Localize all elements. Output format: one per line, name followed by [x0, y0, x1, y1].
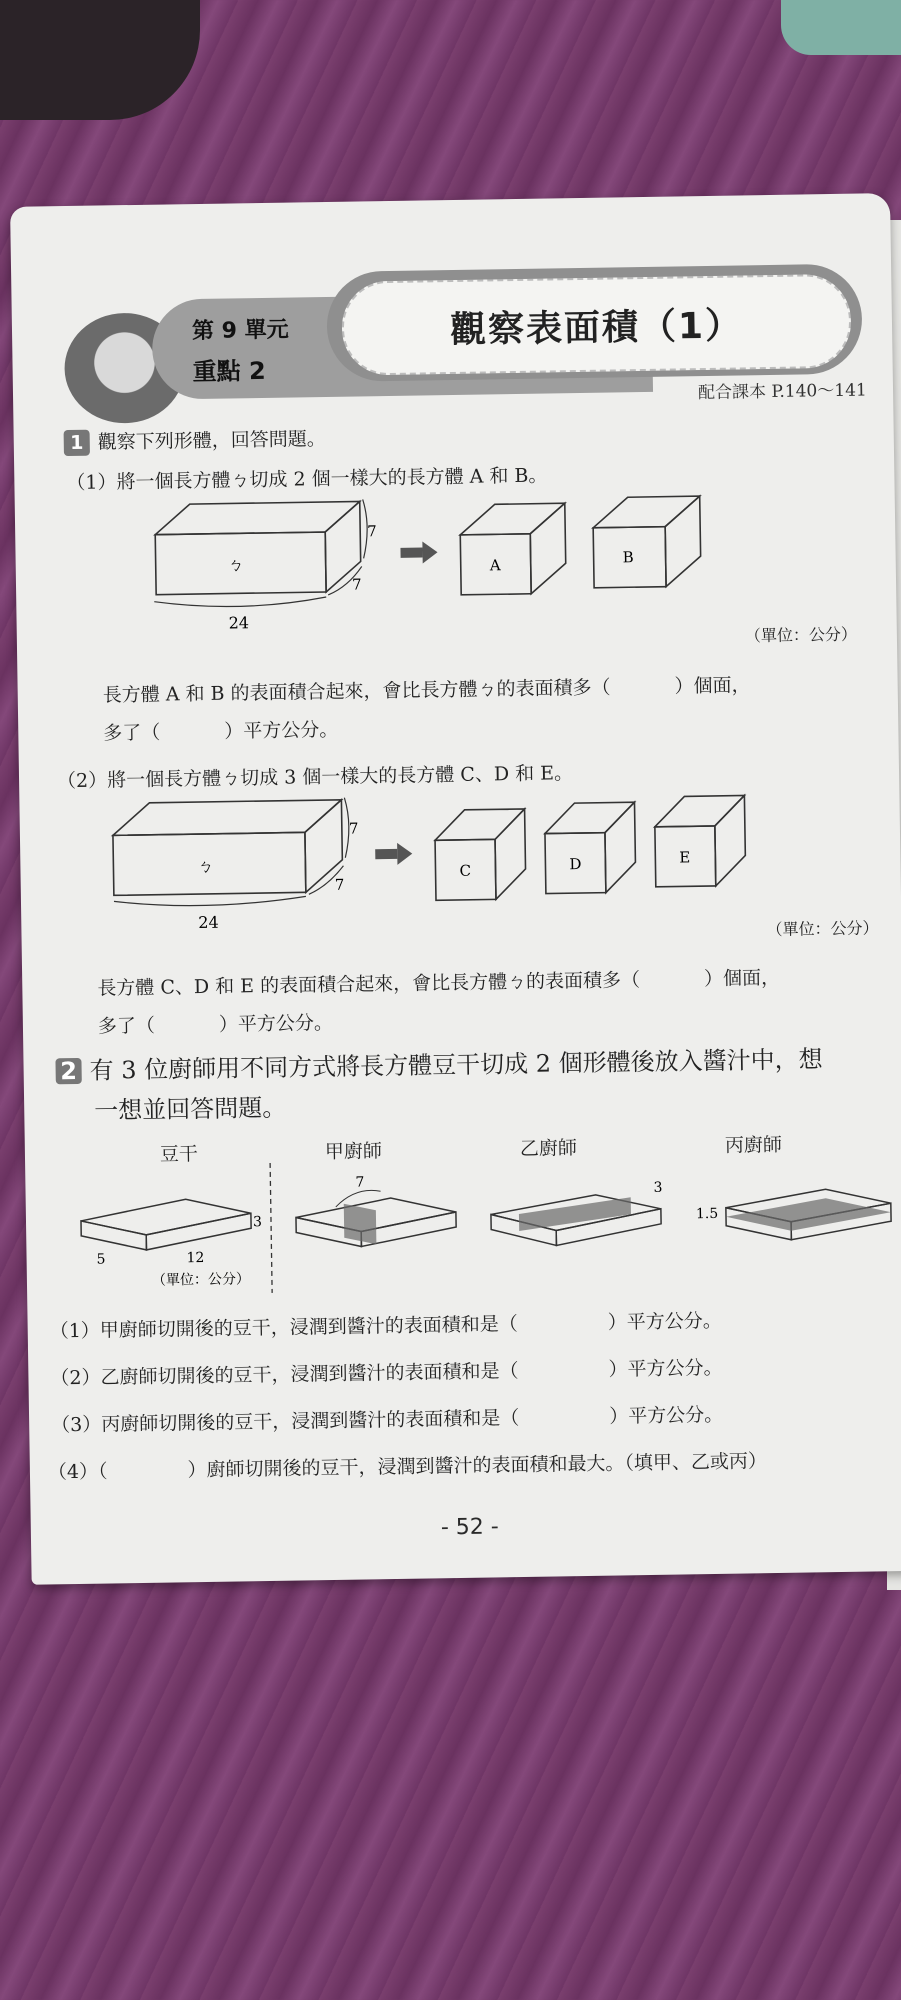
column-bing: 丙廚師 — [724, 1133, 783, 1157]
q2-figure — [55, 1153, 897, 1306]
q2-question-3 — [51, 1400, 723, 1438]
yi-dim-label: 3 — [653, 1179, 663, 1196]
q2-unit: （單位：公分） — [151, 1271, 251, 1289]
q1-part2-prompt: （2）將一個長方體ㄅ切成 3 個一樣大的長方體 C、D 和 E。 — [56, 762, 574, 793]
q1-part2-line2-end: ）平方公分。 — [218, 1011, 334, 1036]
q2-question-2 — [50, 1353, 722, 1391]
q1-part2-line1-end: ）個面， — [703, 966, 781, 991]
q1-part2-line2 — [98, 1008, 333, 1039]
arrow-icon — [400, 541, 437, 564]
q2-q2-start: （2）乙廚師切開後的豆干，浸潤到醬汁的表面積和是（ — [50, 1360, 519, 1390]
tofu-block — [81, 1198, 252, 1251]
q1-number: 1 — [64, 430, 90, 456]
column-yi: 乙廚師 — [519, 1137, 578, 1161]
background-object-teal — [781, 0, 901, 55]
q2-q2-end: ）平方公分。 — [608, 1356, 723, 1381]
textbook-reference: 配合課本 P.140～141 — [697, 380, 867, 404]
q2-q1-start: （1）甲廚師切開後的豆干，浸潤到醬汁的表面積和是（ — [49, 1313, 518, 1343]
height-label: 7 — [348, 819, 359, 838]
box-bo-label: ㄅ — [197, 856, 214, 877]
worksheet-page — [10, 193, 901, 1585]
box-c-label: C — [459, 861, 472, 880]
q1-part1-line2 — [103, 715, 338, 746]
q1-part2-line1-start: 長方體 C、D 和 E 的表面積合起來，會比長方體ㄅ的表面積多（ — [97, 969, 641, 1000]
column-tofu: 豆干 — [159, 1143, 199, 1166]
box-b-label: B — [622, 548, 634, 567]
box-b — [593, 496, 701, 588]
bing-dim-label: 1.5 — [695, 1205, 719, 1223]
height-label: 7 — [367, 522, 377, 541]
q2-q4-start: （4）（ — [47, 1460, 108, 1484]
box-e-label: E — [679, 848, 691, 867]
bing-cut-plane — [726, 1197, 891, 1232]
answer-blank[interactable] — [155, 1031, 219, 1032]
q1-part2-figure — [104, 773, 886, 935]
tofu-depth-label: 5 — [96, 1251, 106, 1268]
q1-part2-unit: （單位：公分） — [766, 918, 879, 940]
box-d-label: D — [569, 855, 582, 874]
q1-prompt: 觀察下列形體，回答問題。 — [97, 427, 326, 454]
box-a — [460, 503, 566, 595]
depth-label: 7 — [351, 575, 362, 594]
arrow-icon — [375, 843, 412, 866]
q2-q1-end: ）平方公分。 — [607, 1309, 722, 1334]
q1-part1-line1-start: 長方體 A 和 B 的表面積合起來，會比長方體ㄅ的表面積多（ — [102, 676, 611, 707]
unit-label: 第 9 單元 — [191, 317, 289, 345]
page-number: - 52 - — [440, 1514, 499, 1541]
key-point-label: 重點 2 — [192, 356, 266, 387]
q1-part2-line1 — [97, 963, 780, 1001]
tofu-length-label: 12 — [186, 1249, 205, 1267]
box-e — [654, 795, 745, 886]
answer-blank[interactable] — [519, 1423, 609, 1424]
q1-part2-line2-start: 多了（ — [97, 1014, 156, 1038]
q1-part1-prompt: （1）將一個長方體ㄅ切成 2 個一樣大的長方體 A 和 B。 — [66, 464, 548, 495]
box-bo-label: ㄅ — [227, 555, 244, 575]
answer-blank[interactable] — [611, 693, 675, 694]
jia-dim-label: 7 — [355, 1174, 365, 1191]
q2-question-4 — [48, 1446, 767, 1484]
q1-part1-line1-end: ）個面， — [674, 674, 751, 698]
background-object-dark — [0, 0, 200, 120]
q2-number: 2 — [55, 1058, 81, 1084]
page-title: 觀察表面積（1） — [341, 274, 851, 376]
answer-blank[interactable] — [518, 1329, 608, 1330]
answer-blank[interactable] — [160, 738, 224, 739]
len-label: 24 — [228, 613, 250, 633]
answer-blank[interactable] — [108, 1476, 188, 1477]
box-d — [544, 802, 635, 893]
q2-q3-start: （3）丙廚師切開後的豆干，浸潤到醬汁的表面積和是（ — [51, 1407, 520, 1437]
box-bo-2 — [112, 800, 342, 896]
q2-q4-end: ）廚師切開後的豆干，浸潤到醬汁的表面積和最大。（填甲、乙或丙） — [187, 1450, 768, 1482]
len-label: 24 — [198, 912, 219, 933]
box-c — [435, 809, 526, 900]
q1-part1-line1 — [103, 670, 751, 707]
tofu-height-label: 3 — [252, 1214, 263, 1231]
answer-blank[interactable] — [519, 1376, 609, 1377]
q1-heading — [64, 424, 326, 456]
box-a-label: A — [489, 556, 501, 575]
column-jia: 甲廚師 — [324, 1140, 383, 1164]
q2-prompt-line1: 有 3 位廚師用不同方式將長方體豆干切成 2 個形體後放入醬汁中，想 — [89, 1045, 823, 1085]
q2-question-1 — [49, 1306, 721, 1344]
q2-q3-end: ）平方公分。 — [609, 1403, 724, 1428]
answer-blank[interactable] — [640, 985, 704, 986]
jia-cut-plane — [344, 1203, 377, 1244]
box-bo-1 — [155, 501, 361, 594]
q2-heading — [55, 1039, 823, 1086]
q1-part1-line2-end: ）平方公分。 — [224, 718, 339, 743]
width-label: 7 — [334, 875, 345, 894]
q1-part1-unit: （單位：公分） — [744, 624, 858, 646]
q1-part1-line2-start: 多了（ — [103, 721, 161, 745]
q1-part1-figure — [115, 478, 877, 640]
q2-prompt-line2: 一想並回答問題。 — [94, 1093, 287, 1125]
